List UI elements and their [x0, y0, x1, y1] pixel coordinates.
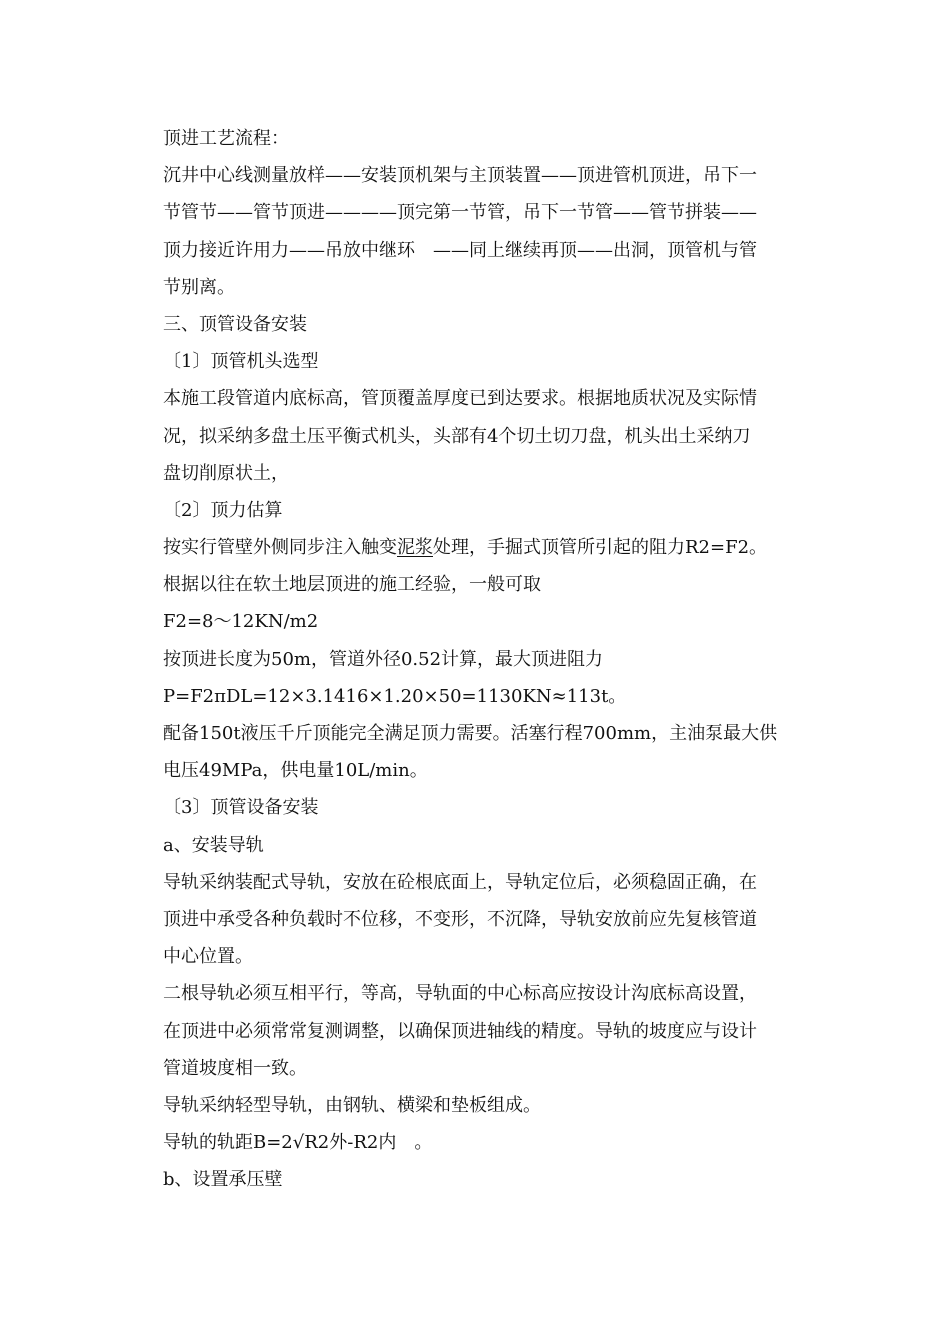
- underlined-term: 泥浆: [397, 537, 433, 559]
- text-line: 顶力接近许用力——吊放中继环 ——同上继续再顶——出洞，顶管机与管: [163, 239, 757, 261]
- item-heading: a、安装导轨: [163, 834, 264, 856]
- item-heading: b、设置承压壁: [163, 1169, 283, 1191]
- subsection-heading: 〔1〕顶管机头选型: [163, 351, 319, 373]
- text-segment: 处理，手掘式顶管所引起的阻力R2=F2。: [433, 537, 768, 559]
- text-line: 在顶进中必须常常复测调整，以确保顶进轴线的精度。导轨的坡度应与设计: [163, 1020, 757, 1042]
- text-line: 按顶进长度为50m，管道外径0.52计算，最大顶进阻力: [163, 648, 604, 670]
- text-line: 节别离。: [163, 276, 235, 298]
- formula-line: 导轨的轨距B=2√R2外-R2内 。: [163, 1132, 433, 1154]
- text-line: 中心位置。: [163, 946, 253, 968]
- subsection-heading: 〔3〕顶管设备安装: [163, 797, 319, 819]
- text-segment: 按实行管壁外侧同步注入触变: [163, 537, 397, 559]
- text-line: 本施工段管道内底标高，管顶覆盖厚度已到达要求。根据地质状况及实际情: [163, 388, 757, 410]
- document-body: [163, 120, 803, 1198]
- text-line: 管道坡度相一致。: [163, 1057, 307, 1079]
- text-line: 顶进工艺流程：: [163, 128, 289, 149]
- text-line: 况，拟采纳多盘土压平衡式机头，头部有4个切土切刀盘，机头出土采纳刀: [163, 425, 751, 447]
- text-line: 导轨采纳轻型导轨，由钢轨、横梁和垫板组成。: [163, 1094, 541, 1116]
- text-line: 顶进中承受各种负载时不位移，不变形，不沉降，导轨安放前应先复核管道: [163, 908, 757, 930]
- subsection-heading: 〔2〕顶力估算: [163, 499, 283, 521]
- text-line-slurry: [163, 529, 803, 566]
- text-line: 根据以往在软土地层顶进的施工经验，一般可取: [163, 574, 541, 596]
- formula-line: F2=8～12KN/m2: [163, 611, 319, 633]
- formula-line: P=F2πDL=12×3.1416×1.20×50=1130KN≈113t。: [163, 685, 627, 707]
- text-line: 沉井中心线测量放样——安装顶机架与主顶装置——顶进管机顶进，吊下一: [163, 165, 757, 187]
- section-heading: 三、顶管设备安装: [163, 313, 307, 335]
- text-line: 电压49MPa，供电量10L/min。: [163, 760, 428, 782]
- text-line: 盘切削原状土，: [163, 462, 289, 484]
- text-line: 节管节——管节顶进————顶完第一节管，吊下一节管——管节拼装——: [163, 202, 757, 224]
- text-line: 导轨采纳装配式导轨，安放在砼根底面上，导轨定位后，必须稳固正确，在: [163, 871, 757, 893]
- text-line: 配备150t液压千斤顶能完全满足顶力需要。活塞行程700mm，主油泵最大供: [163, 723, 778, 744]
- text-line: 二根导轨必须互相平行，等高，导轨面的中心标高应按设计沟底标高设置，: [163, 983, 757, 1005]
